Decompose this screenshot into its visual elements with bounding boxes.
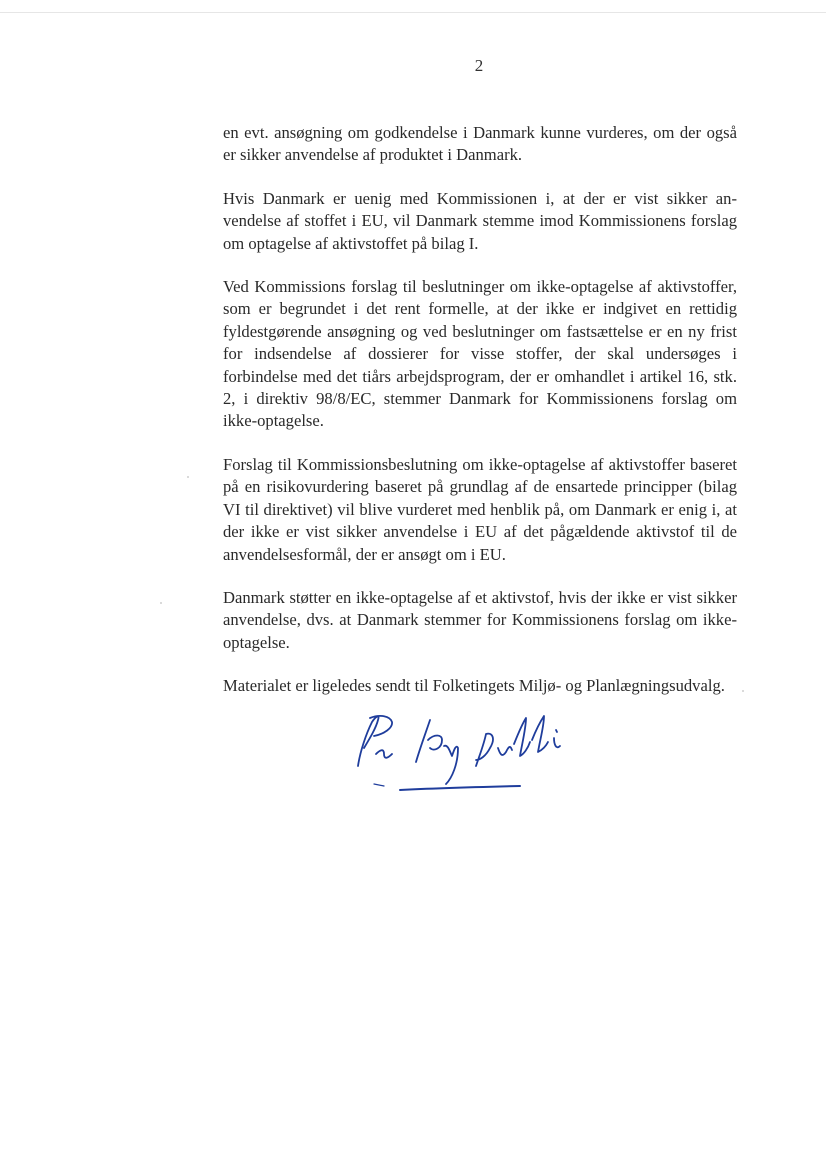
paragraph-1: en evt. ansøgning om godkendelse i Danmark kunne vurderes, om der også er sikker anvendelse af produktet i Danmark. (223, 123, 737, 165)
scan-speck (187, 476, 189, 478)
paragraph-6: Materialet er ligeledes sendt til Folketingets Miljø- og Planlægningsudvalg. (223, 676, 725, 696)
paragraph-3: Ved Kommissions forslag til beslutninger om ikke-optagelse af aktivstoffer, som er begrundet i det rent formelle, at der ikke er indgivet en rettidig fyldestgørende ansøgning og ved beslutninger om fastsættelse er en ny frist for indsendelse af dossierer for visse stoffer, der skal undersøges i forbindelse med det tiårs arbejdsprogram, der er omhandlet i artikel 16, stk. 2, i direktiv 98/8/EC, stemmer Danmark for Kommissionens forslag om ikke-optagelse. (223, 277, 737, 431)
page-number: 2 (474, 56, 484, 75)
paragraph-5: Danmark støtter en ikke-optagelse af et aktivstof, hvis der ikke er vist sikker anvendelse, dvs. at Danmark stemmer for Kommissionens forslag om ikke-optagelse. (223, 587, 737, 652)
scan-speck (160, 602, 162, 604)
scan-edge-line (0, 12, 826, 13)
scan-speck (742, 690, 744, 692)
paragraph-2: Hvis Danmark er uenig med Kommissionen i, at der er vist sikker anvendelse af stoffet i EU, vil Danmark stemme imod Kommissionens forslag om optagelse af aktivstoffet på bilag I. (223, 188, 737, 253)
letter-body (223, 122, 737, 719)
handwritten-signature-icon (350, 704, 590, 804)
paragraph-4: Forslag til Kommissionsbeslutning om ikke-optagelse af aktivstoffer baseret på en risikovurdering baseret på grundlag af de ensartede principper (bilag VI til direktivet) vil blive vurderet med henblik på, om Danmark er enig i, at der ikke er vist sikker anvendelse i EU af det pågældende aktivstof til de anvendelsesformål, der er ansøgt om i EU. (223, 454, 737, 564)
